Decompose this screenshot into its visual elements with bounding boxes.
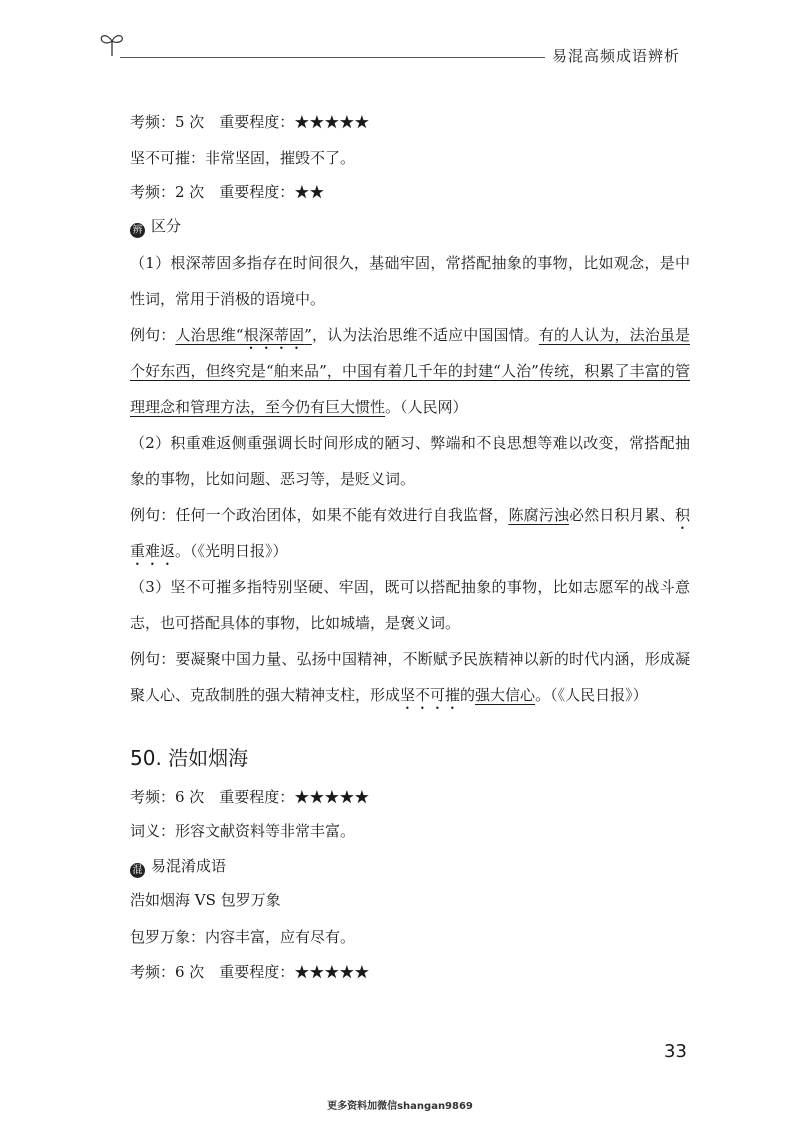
idiom-title: 50. 浩如烟海 (130, 746, 249, 770)
section-label: 易混淆成语 (151, 857, 227, 875)
section-heading-distinguish (130, 215, 181, 238)
section-label: 区分 (151, 217, 182, 235)
source-citation: 。（《人民日报》） (535, 686, 648, 704)
emphasized-idiom: 坚不可摧 (400, 686, 461, 704)
definition-line: 坚不可摧：非常坚固，摧毁不了。 (130, 149, 356, 167)
example-paragraph (130, 641, 690, 713)
example-prefix: 例句： (130, 326, 176, 344)
underlined-text: 有的人认为，法治虽是个好东西，但终究是“舶来品”，中国有着几千年的封建“人治”传统，积累了丰富的管理理念和管理方法，至今仍有巨大惯性 (130, 326, 690, 416)
underlined-text (175, 326, 311, 344)
paragraph: （1）根深蒂固多指存在时间很久，基础牢固，常搭配抽象的事物，比如观念，是中性词，常用于消极的语境中。 (130, 254, 690, 308)
frequency-line: 考频：2 次 重要程度：★★ (130, 183, 325, 201)
distinguish-icon: 辨 (130, 223, 145, 238)
source-citation: 。（人民网） (385, 398, 468, 416)
underlined-text: 陈腐污浊 (508, 506, 569, 524)
frequency-line: 考频：6 次 重要程度：★★★★★ (130, 788, 370, 806)
body-text: 必然日积月累、 (569, 506, 675, 524)
page-header (0, 0, 800, 80)
emphasized-idiom: 积重难返 (130, 506, 690, 560)
definition-line: 包罗万象：内容丰富，应有尽有。 (130, 928, 356, 946)
body-text: 例句：任何一个政治团体，如果不能有效进行自我监督， (130, 506, 509, 524)
header-rule (120, 57, 545, 58)
header-title: 易混高频成语辨析 (552, 47, 681, 65)
meaning-line: 词义：形容文献资料等非常丰富。 (130, 822, 356, 840)
frequency-line: 考频：6 次 重要程度：★★★★★ (130, 963, 370, 981)
section-heading-confusable (130, 855, 226, 878)
body-text: 例句：要凝聚中国力量、弘扬中国精神，不断赋予民族精神以新的时代内涵，形成凝聚人心、克敌制胜的强大精神支柱，形成 (130, 650, 690, 704)
footer-note: 更多资料加微信shangan9869 (327, 1101, 473, 1112)
confusable-icon: 混 (130, 863, 145, 878)
quote-text: 人治思维“ (175, 326, 244, 344)
page-number: 33 (664, 1041, 687, 1062)
paragraph: （3）坚不可摧多指特别坚硬、牢固，既可以搭配抽象的事物，比如志愿军的战斗意志，也可搭配具体的事物，比如城墙，是褒义词。 (130, 578, 690, 632)
sprout-icon (98, 28, 126, 58)
example-paragraph (130, 317, 690, 425)
source-citation: 。（《光明日报》） (175, 542, 288, 560)
comparison-line: 浩如烟海 VS 包罗万象 (130, 891, 281, 909)
underlined-text: 强大信心 (475, 686, 536, 704)
emphasized-idiom: 根深蒂固 (243, 326, 305, 344)
body-text: ，认为法治思维不适应中国国情。 (311, 326, 539, 344)
paragraph: （2）积重难返侧重强调长时间形成的陋习、弊端和不良思想等难以改变，常搭配抽象的事物，比如问题、恶习等，是贬义词。 (130, 434, 690, 488)
body-text: 的 (460, 686, 476, 704)
frequency-line: 考频：5 次 重要程度：★★★★★ (130, 113, 370, 131)
quote-text: ” (304, 326, 312, 344)
example-paragraph (130, 497, 690, 569)
